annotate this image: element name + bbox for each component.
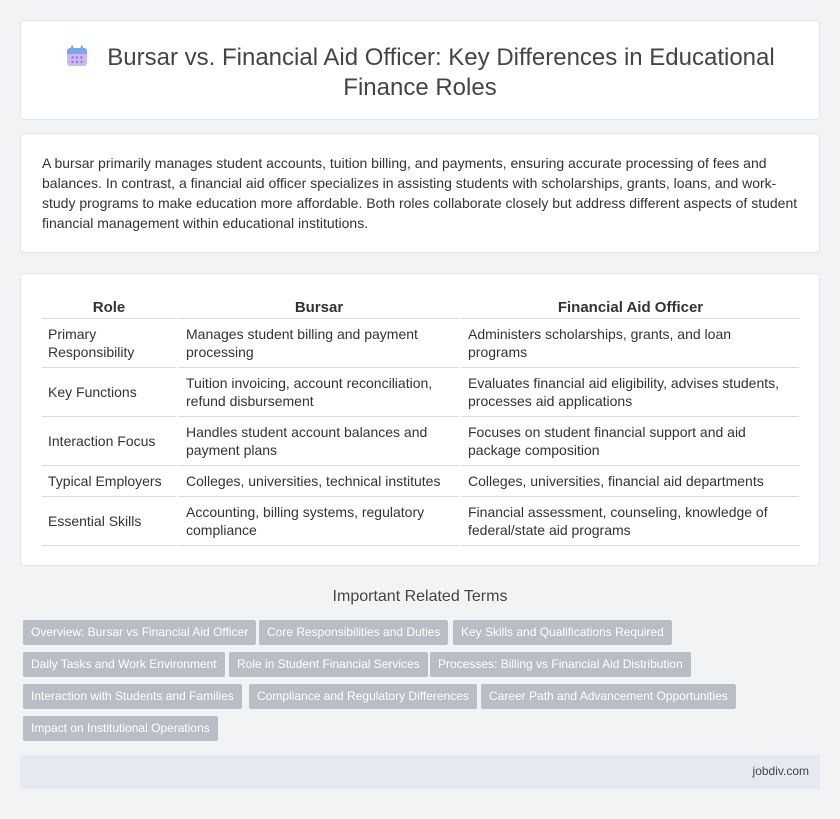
financial-aid-cell: Administers scholarships, grants, and loan programs	[458, 319, 799, 368]
financial-aid-cell: Evaluates financial aid eligibility, advises students, processes aid applications	[458, 368, 799, 417]
table-row	[42, 497, 799, 546]
row-label: Interaction Focus	[42, 417, 176, 466]
related-terms-title: Important Related Terms	[332, 588, 508, 605]
related-term-tag[interactable]: Core Responsibilities and Duties	[259, 620, 448, 645]
financial-aid-cell: Colleges, universities, financial aid departments	[458, 466, 799, 497]
page-title-text: Bursar vs. Financial Aid Officer: Key Differences in Educational Finance Roles	[107, 44, 775, 101]
financial-aid-cell: Financial assessment, counseling, knowledge of federal/state aid programs	[458, 497, 799, 546]
header-bursar: Bursar	[176, 293, 458, 319]
table-row	[42, 368, 799, 417]
footer-site-link[interactable]: jobdiv.com	[752, 764, 809, 778]
related-term-tag[interactable]: Overview: Bursar vs Financial Aid Officer	[23, 620, 256, 645]
table-row	[42, 417, 799, 466]
related-term-tag[interactable]: Role in Student Financial Services	[229, 652, 428, 677]
bursar-cell: Accounting, billing systems, regulatory compliance	[176, 497, 458, 546]
related-term-tag[interactable]: Processes: Billing vs Financial Aid Distribution	[430, 652, 691, 677]
row-label: Primary Responsibility	[42, 319, 176, 368]
calendar-icon	[65, 44, 89, 68]
header-financial-aid-officer: Financial Aid Officer	[458, 293, 799, 319]
bursar-cell: Tuition invoicing, account reconciliation, refund disbursement	[176, 368, 458, 417]
comparison-table	[42, 293, 799, 546]
intro-card	[20, 133, 820, 253]
row-label: Key Functions	[42, 368, 176, 417]
related-term-tag[interactable]: Daily Tasks and Work Environment	[23, 652, 225, 677]
related-term-tag[interactable]: Interaction with Students and Families	[23, 684, 242, 709]
related-term-tag[interactable]: Impact on Institutional Operations	[23, 716, 218, 741]
row-label: Essential Skills	[42, 497, 176, 546]
comparison-card	[20, 273, 820, 566]
bursar-cell: Colleges, universities, technical institutes	[176, 466, 458, 497]
related-term-tag[interactable]: Career Path and Advancement Opportunities	[481, 684, 736, 709]
bursar-cell: Handles student account balances and payment plans	[176, 417, 458, 466]
bursar-cell: Manages student billing and payment processing	[176, 319, 458, 368]
page-title	[21, 43, 819, 103]
financial-aid-cell: Focuses on student financial support and aid package composition	[458, 417, 799, 466]
row-label: Typical Employers	[42, 466, 176, 497]
footer	[20, 755, 820, 789]
related-term-tag[interactable]: Compliance and Regulatory Differences	[249, 684, 477, 709]
header-card	[20, 20, 820, 120]
header-role: Role	[42, 293, 176, 319]
related-term-tag[interactable]: Key Skills and Qualifications Required	[453, 620, 672, 645]
table-row	[42, 319, 799, 368]
table-row	[42, 466, 799, 497]
table-header-row	[42, 293, 799, 319]
intro-paragraph: A bursar primarily manages student accounts, tuition billing, and payments, ensuring accurate processing of fees and balances. In contrast, a financial aid officer specializes in assisting students with scholarships, grants, loans, and work-study programs to make education more affordable. Both roles collaborate closely but address different aspects of student financial management within educational institutions.	[42, 155, 798, 231]
